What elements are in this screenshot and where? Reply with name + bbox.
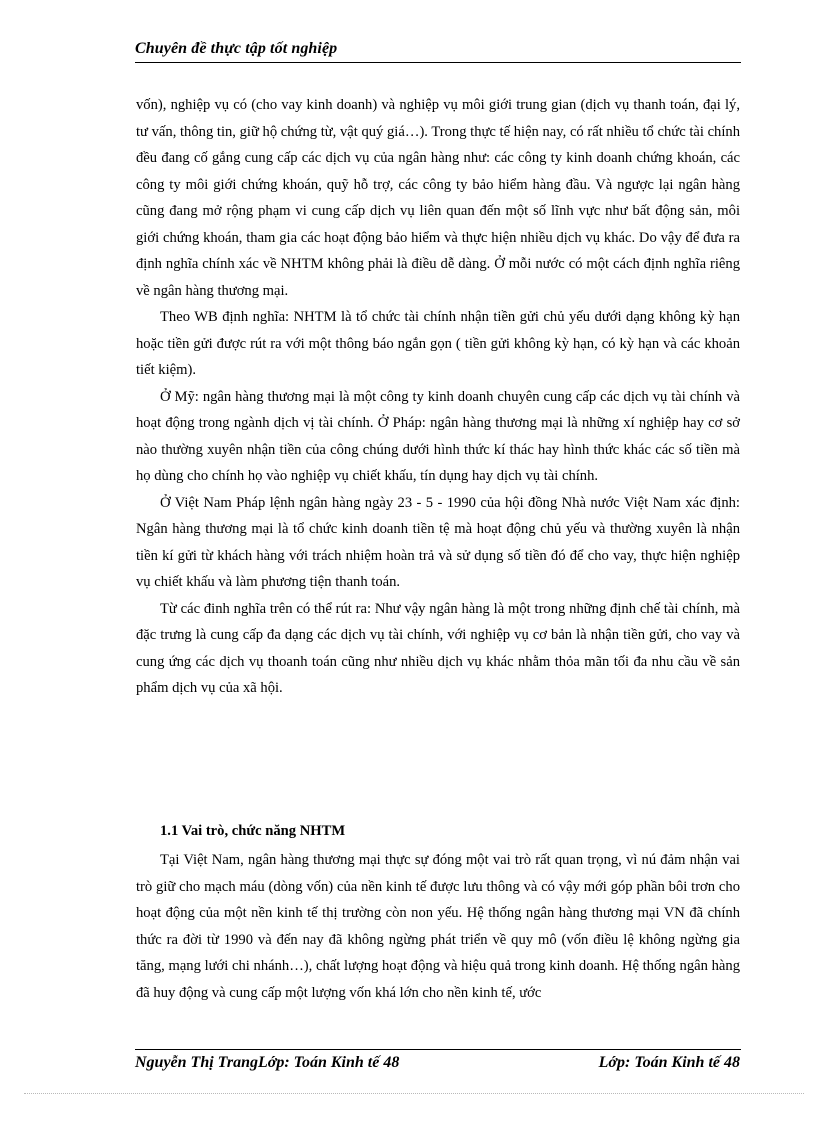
body-text: [136, 92, 740, 702]
page-header-title: Chuyên đề thực tập tốt nghiệp: [135, 40, 338, 57]
footer-class: Lớp: Toán Kinh tế 48: [598, 1054, 740, 1071]
footer-rule: [135, 1049, 741, 1050]
section-heading: 1.1 Vai trò, chức năng NHTM: [160, 823, 346, 839]
paragraph-conclusion: Từ các đinh nghĩa trên có thể rút ra: Như vậy ngân hàng là một trong những định chế tài chính, mà đặc trưng là cung cấp đa dạng các dịch vụ tài chính, với nghiệp vụ cơ bản là nhận tiền gửi, cho vay và cung ứng các dịch vụ thoanh toán cũng như nhiều dịch vụ khác nhằm thỏa mãn tối đa nhu cầu về sản phẩm dịch vụ của xã hội.: [136, 600, 740, 696]
paragraph-intro: vốn), nghiệp vụ có (cho vay kinh doanh) và nghiệp vụ môi giới trung gian (dịch vụ thanh toán, đại lý, tư vấn, thông tin, giữ hộ chứng từ, vật quý giá…). Trong thực tế hiện nay, có rất nhiều tổ chức tài chính đều đang cố gắng cung cấp các dịch vụ của ngân hàng như: các công ty kinh doanh chứng khoán, các công ty môi giới chứng khoán, quỹ hỗ trợ, các công ty bảo hiểm hàng đầu. Và ngược lại ngân hàng cũng đang mở rộng phạm vi cung cấp dịch vụ liên quan đến một số lĩnh vực như bất động sản, môi giới chứng khoán, tham gia các hoạt động bảo hiểm và thực hiện nhiều dịch vụ khác. Do vậy để đưa ra định nghĩa chính xác về NHTM không phải là điều dễ dàng. Ở mỗi nước có một cách định nghĩa riêng về ngân hàng thương mại.: [136, 97, 740, 299]
section-body: [136, 847, 740, 1006]
paragraph-vietnam-definition: Ở Việt Nam Pháp lệnh ngân hàng ngày 23 - 5 - 1990 của hội đồng Nhà nước Việt Nam xác định: Ngân hàng thương mại là tổ chức kinh doanh tiền tệ mà hoạt động chủ yếu và thường xuyên là nhận tiền kí gửi từ khách hàng với trách nhiệm hoàn trả và sử dụng số tiền đó để cho vay, thực hiện nghiệp vụ chiết khấu và làm phương tiện thanh toán.: [136, 494, 740, 590]
paragraph-wb-definition: Theo WB định nghĩa: NHTM là tổ chức tài chính nhận tiền gửi chủ yếu dưới dạng không kỳ hạn hoặc tiền gửi được rút ra với một thông báo ngắn gọn ( tiền gửi không kỳ hạn, có kỳ hạn và các khoản tiết kiệm).: [136, 309, 740, 378]
footer-author: Nguyễn Thị TrangLớp: Toán Kinh tế 48: [135, 1054, 400, 1071]
paragraph-us-france-definition: Ở Mỹ: ngân hàng thương mại là một công ty kinh doanh chuyên cung cấp các dịch vụ tài chính và hoạt động trong ngành dịch vị tài chính. Ở Pháp: ngân hàng thương mại là những xí nghiệp hay cơ sở nào thường xuyên nhận tiền của công chúng dưới hình thức kí thác hay hình thức khác các số tiền mà họ dùng cho chính họ vào nghiệp vụ chiết khấu, tín dụng hay dịch vụ tài chính.: [136, 388, 740, 484]
header-rule: [135, 62, 741, 63]
page-edge-divider: [24, 1093, 804, 1094]
section-paragraph: Tại Việt Nam, ngân hàng thương mại thực sự đóng một vai trò rất quan trọng, vì nú đảm nhận vai trò giữ cho mạch máu (dòng vốn) của nền kinh tế được lưu thông và có vậy mới góp phần bôi trơn cho hoạt động của một nền kinh tế thị trường còn non yếu. Hệ thống ngân hàng thương mại VN đã chính thức ra đời từ 1990 và đến nay đã không ngừng phát triển về quy mô (vốn điều lệ không ngừng gia tăng, mạng lưới chi nhánh…), chất lượng hoạt động và hiệu quả trong kinh doanh. Hệ thống ngân hàng đã huy động và cung cấp một lượng vốn khá lớn cho nền kinh tế, ước: [136, 852, 740, 1001]
